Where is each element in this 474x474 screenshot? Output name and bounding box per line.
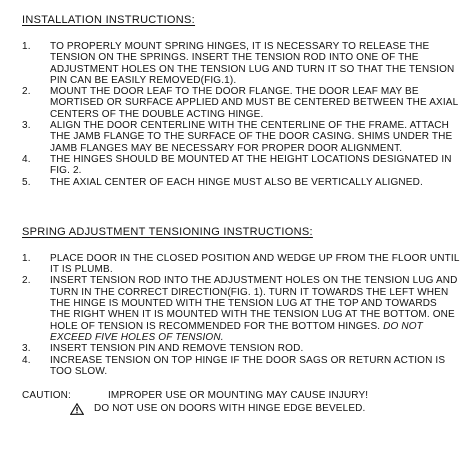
installation-steps [22,41,460,188]
step-text: ALIGN THE DOOR CENTERLINE WITH THE CENTERLINE OF THE FRAME. ATTACH THE JAMB FLANGE TO THE SURFACE OF THE DOOR CASING. SHIMS UNDER THE JAMB FLANGES MAY BE NECESSARY FOR PROPER DOOR ALIGNMENT. [50,120,453,154]
instruction-document [22,14,460,415]
step-number: 4. [22,354,31,366]
step-text: TO PROPERLY MOUNT SPRING HINGES, IT IS NECESSARY TO RELEASE THE TENSION ON THE SPRINGS. INSERT THE TENSION ROD INTO ONE OF THE ADJUSTMENT HOLES ON THE TENSION LUG AND TURN IT SO THAT THE TENSION PIN CAN BE EASILY REMOVED(FIG.1). [50,41,455,86]
step-text: INSERT TENSION PIN AND REMOVE TENSION ROD. [50,343,304,355]
warning-text: DO NOT USE ON DOORS WITH HINGE EDGE BEVELED. [94,403,366,415]
installation-section [22,14,460,188]
step-emphasis: DO NOT EXCEED FIVE HOLES OF TENSION. [50,320,423,343]
caution-label: CAUTION: [22,390,71,402]
tensioning-step-3 [22,343,460,354]
installation-step-4 [22,154,460,177]
tensioning-steps [22,253,460,377]
warning-line [22,403,460,415]
tensioning-step-1 [22,253,460,276]
step-number: 1. [22,252,31,264]
installation-step-3 [22,120,460,154]
step-number: 2. [22,86,31,98]
step-number: 5. [22,176,31,188]
step-text: MOUNT THE DOOR LEAF TO THE DOOR FLANGE. THE DOOR LEAF MAY BE MORTISED OR SURFACE APPLIED AND MUST BE CENTERED BETWEEN THE AXIAL CENTERS OF THE DOUBLE ACTING HINGE. [50,86,458,120]
step-text: PLACE DOOR IN THE CLOSED POSITION AND WEDGE UP FROM THE FLOOR UNTIL IT IS PLUMB. [50,252,460,276]
installation-step-5 [22,177,460,188]
tensioning-heading: SPRING ADJUSTMENT TENSIONING INSTRUCTIONS: [22,225,313,238]
step-number: 4. [22,153,31,165]
installation-step-2 [22,86,460,120]
tensioning-step-4 [22,355,460,378]
caution-block [22,390,460,415]
step-number: 3. [22,343,31,355]
tensioning-step-2 [22,275,460,343]
installation-step-1 [22,41,460,86]
step-number: 1. [22,41,31,52]
caution-text: IMPROPER USE OR MOUNTING MAY CAUSE INJURY! [108,390,369,402]
step-text: THE HINGES SHOULD BE MOUNTED AT THE HEIGHT LOCATIONS DESIGNATED IN FIG. 2. [50,153,452,177]
caution-line [22,390,460,402]
step-text: INSERT TENSION ROD INTO THE ADJUSTMENT HOLES ON THE TENSION LUG AND TURN IN THE CORRECT DIRECTION(FIG. 1). TURN IT TOWARDS THE LEFT WHEN THE HINGE IS MOUNTED WITH THE TENSION LUG AT THE TOP AND TOWARDS THE RIGHT WHEN IT IS MOUNTED WITH THE TENSION LUG AT THE BOTTOM. ONE HOLE OF TENSION IS RECOMMENDED FOR THE BOTTOM HINGES. [50,275,458,332]
warning-triangle-icon [70,403,84,415]
step-number: 2. [22,275,31,287]
step-text: THE AXIAL CENTER OF EACH HINGE MUST ALSO BE VERTICALLY ALIGNED. [50,176,423,188]
tensioning-section [22,226,460,377]
step-number: 3. [22,120,31,132]
step-text: INCREASE TENSION ON TOP HINGE IF THE DOOR SAGS OR RETURN ACTION IS TOO SLOW. [50,354,446,377]
installation-heading: INSTALLATION INSTRUCTIONS: [22,14,196,26]
